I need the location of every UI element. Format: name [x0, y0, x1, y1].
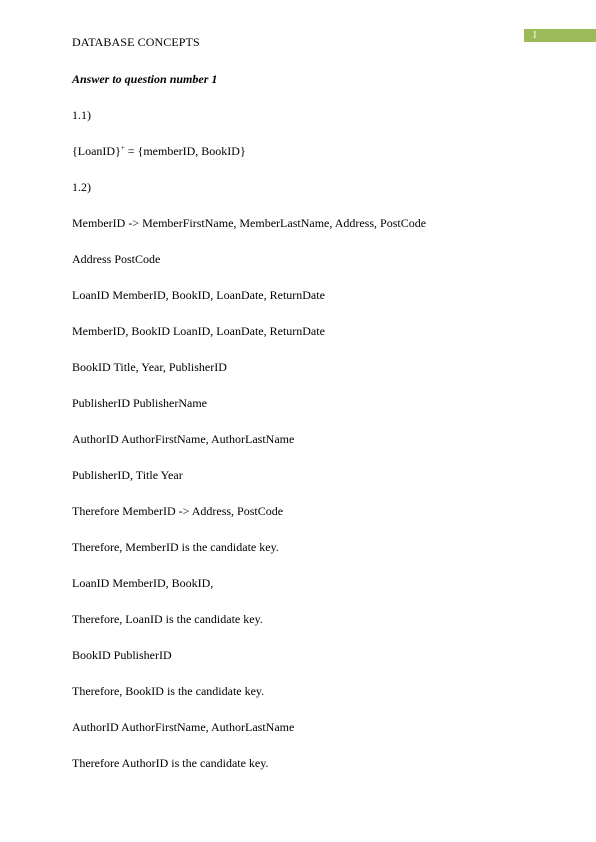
dependency-line: MemberID -> MemberFirstName, MemberLastName, Address, PostCode: [72, 216, 427, 230]
closure-statement: [72, 143, 532, 179]
closure-lhs: {LoanID}: [72, 144, 121, 158]
closure-rhs: = {memberID, BookID}: [124, 144, 246, 158]
question-heading: Answer to question number 1: [72, 72, 218, 86]
dependency-line: AuthorID AuthorFirstName, AuthorLastName: [72, 720, 295, 734]
dependency-line: LoanID MemberID, BookID,: [72, 576, 214, 590]
dependency-line: PublisherID, Title Year: [72, 468, 183, 482]
running-head: DATABASE CONCEPTS: [72, 35, 200, 49]
conclusion-line: Therefore MemberID -> Address, PostCode: [72, 504, 284, 518]
dependency-line: BookID Title, Year, PublisherID: [72, 360, 227, 374]
candidate-key-line: Therefore AuthorID is the candidate key.: [72, 756, 269, 770]
candidate-key-line: Therefore, BookID is the candidate key.: [72, 684, 265, 698]
item-label-1-1: 1.1): [72, 108, 91, 122]
closure-superscript: +: [120, 144, 125, 152]
dependency-line: LoanID MemberID, BookID, LoanDate, ReturnDate: [72, 288, 325, 302]
item-label-1-2: 1.2): [72, 180, 91, 194]
dependency-line: BookID PublisherID: [72, 648, 172, 662]
dependency-line: MemberID, BookID LoanID, LoanDate, ReturnDate: [72, 324, 325, 338]
dependency-line: Address PostCode: [72, 252, 161, 266]
candidate-key-line: Therefore, LoanID is the candidate key.: [72, 612, 263, 626]
dependency-line: AuthorID AuthorFirstName, AuthorLastName: [72, 432, 295, 446]
candidate-key-line: Therefore, MemberID is the candidate key.: [72, 540, 279, 554]
dependency-line: PublisherID PublisherName: [72, 396, 207, 410]
document-body: [72, 71, 532, 791]
page-number-badge: 1: [524, 29, 596, 42]
